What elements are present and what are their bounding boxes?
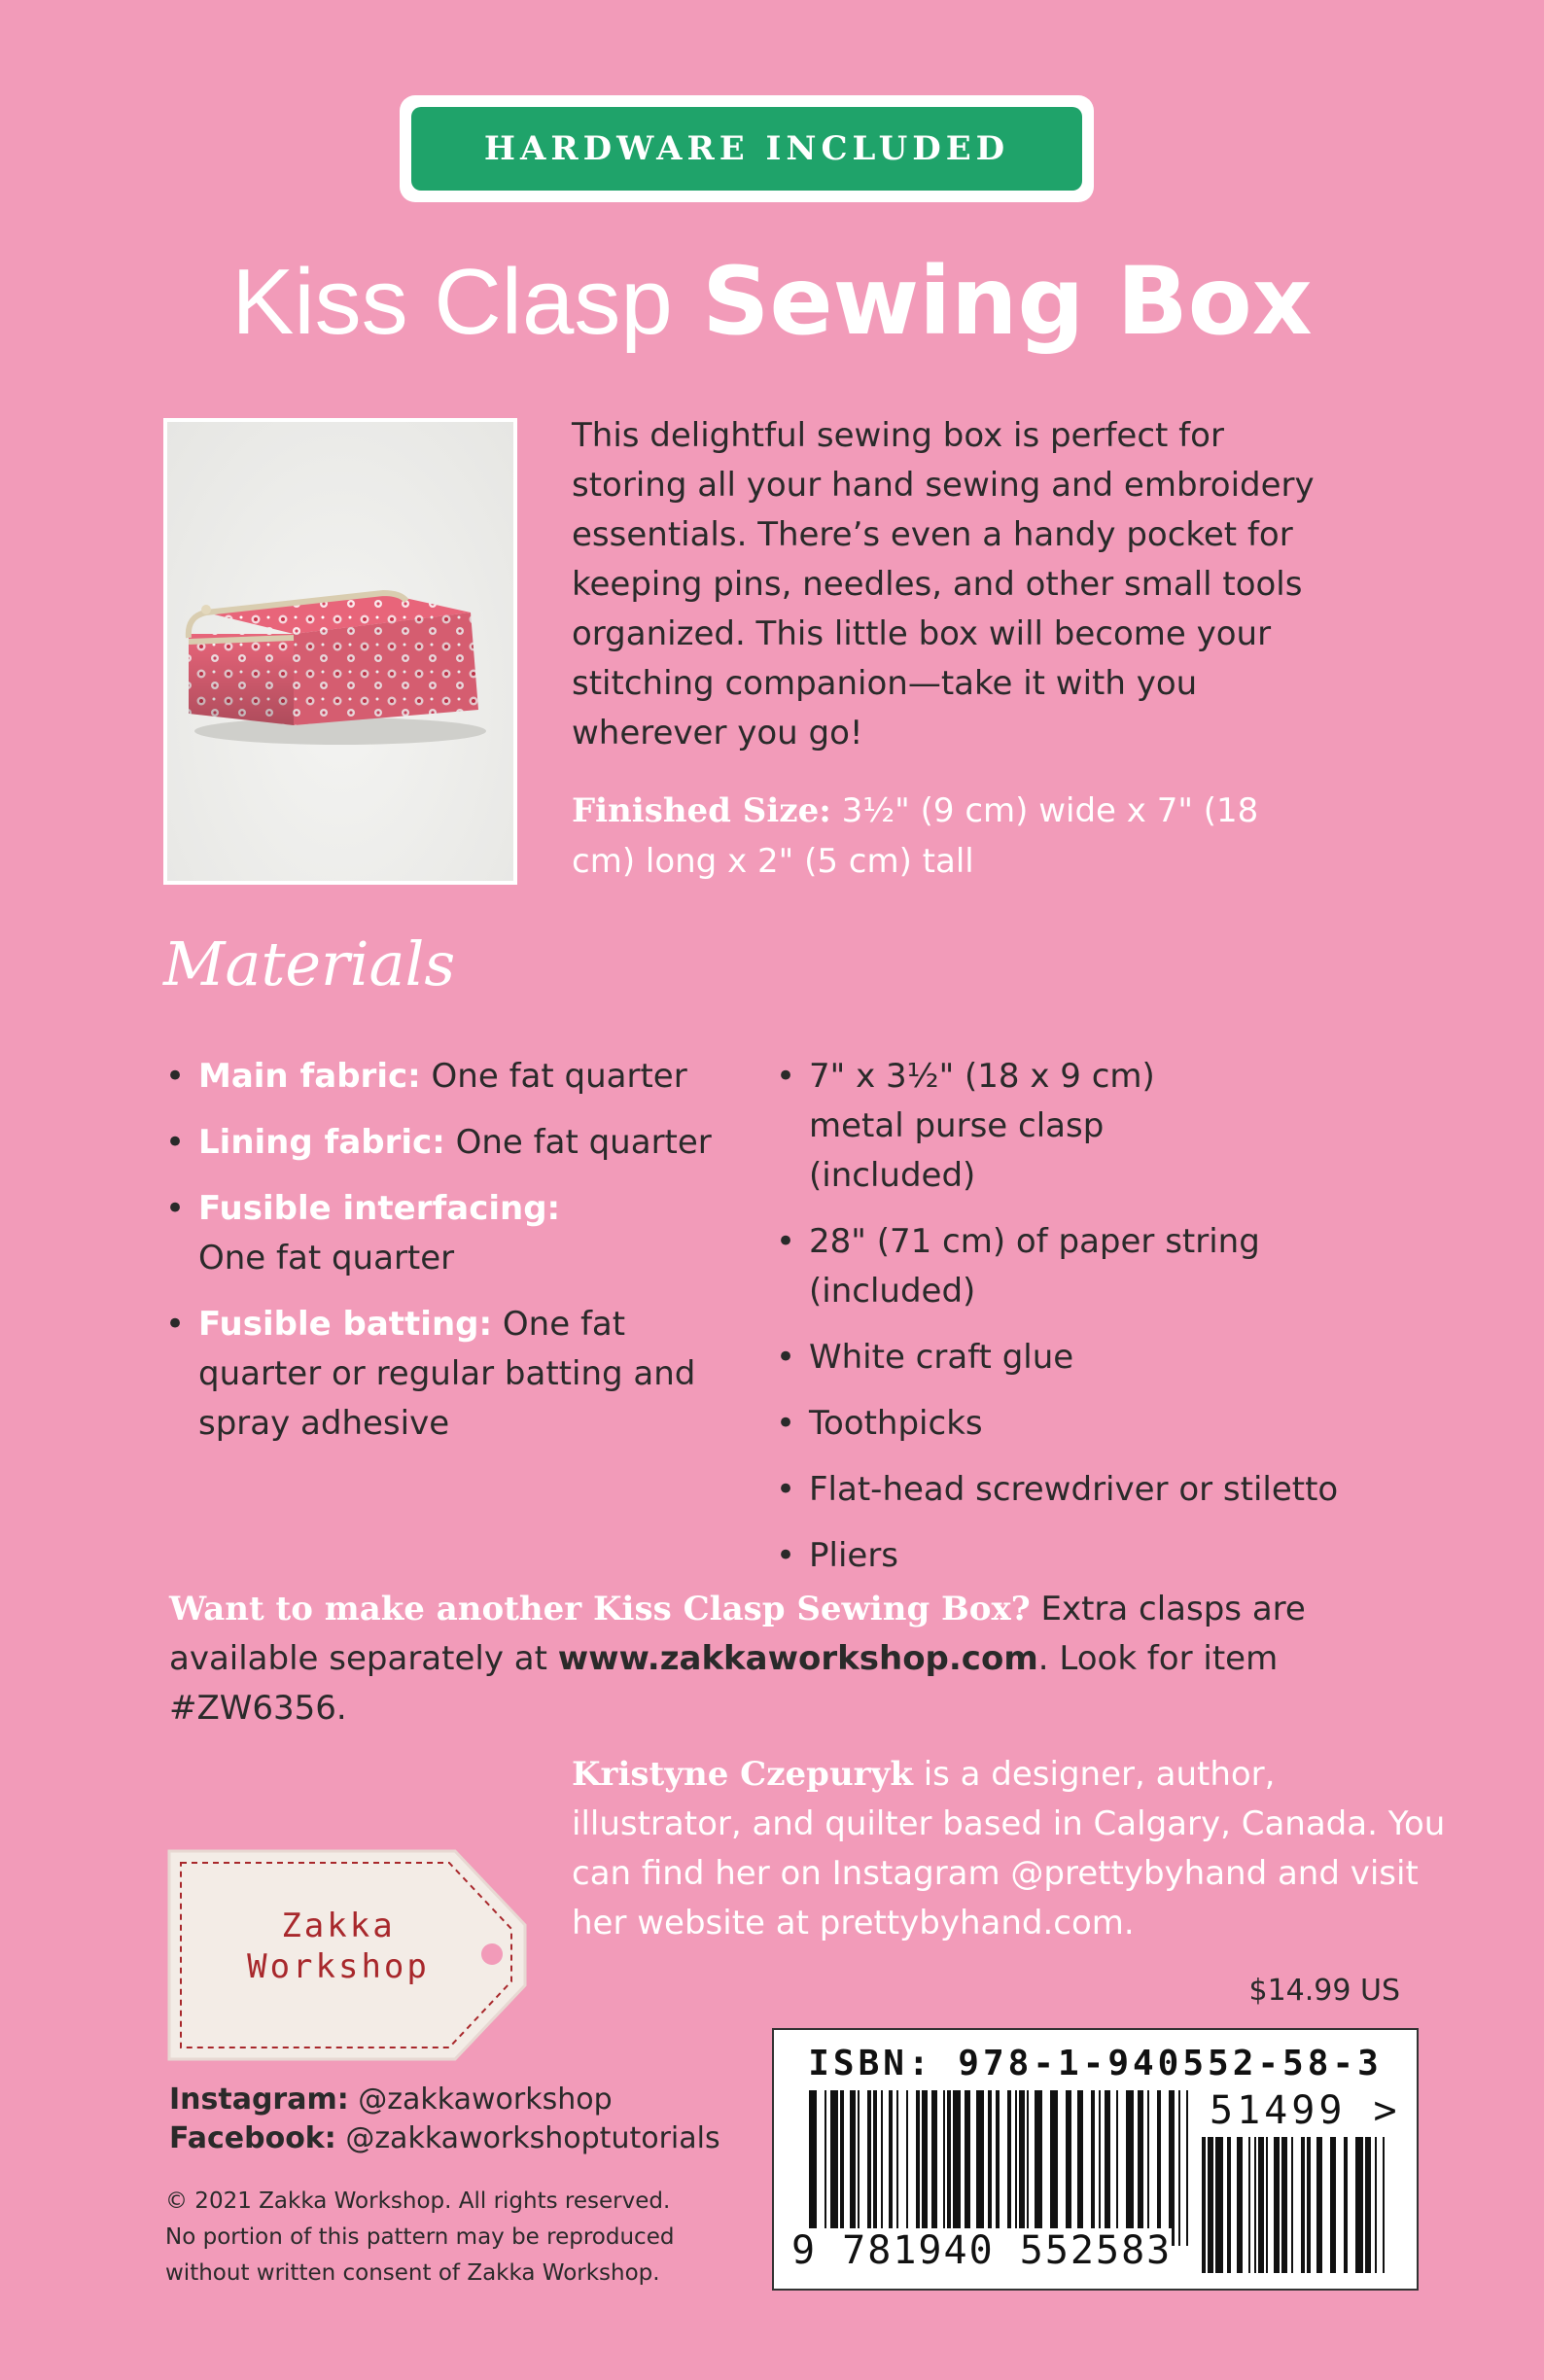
website-link[interactable]: www.zakkaworkshop.com [557, 1639, 1038, 1678]
finished-size [572, 786, 1311, 887]
social-links: Instagram: @zakkaworkshop Facebook: @zakkaworkshoptutorials [169, 2082, 720, 2155]
list-item: • Lining fabric: One fat quarter [163, 1118, 727, 1168]
list-item: • Flat-head screwdriver or stiletto [774, 1465, 1435, 1515]
materials-list-right [774, 1052, 1435, 1597]
author-name: Kristyne Czepuryk [572, 1755, 913, 1794]
list-item: • 28" (71 cm) of paper string (included) [774, 1217, 1266, 1316]
isbn-barcode [772, 2028, 1419, 2291]
list-item: • Fusible batting: One fat quarter or regular batting and spray adhesive [163, 1300, 727, 1449]
barcode-addon-digits: 51499 > [1210, 2088, 1401, 2133]
materials-heading: Materials [163, 928, 456, 999]
list-item: • Toothpicks [774, 1399, 1435, 1449]
materials-list-left [163, 1052, 727, 1465]
isbn-number: ISBN: 978-1-940552-58-3 [808, 2044, 1383, 2083]
list-item: • Fusible interfacing: One fat quarter [163, 1184, 727, 1283]
extra-clasps-note: Want to make another Kiss Clasp Sewing Box? Extra clasps are available separately at www.zakkaworkshop.com. Look for item #ZW6356. [169, 1590, 1306, 1728]
list-item: • White craft glue [774, 1333, 1435, 1382]
title-light: Kiss Clasp [231, 250, 673, 354]
page-title [0, 243, 1544, 361]
tag-line1: Zakka [281, 1907, 396, 1945]
author-bio: Kristyne Czepuryk is a designer, author, illustrator, and quilter based in Calgary, Canada. You can find her on Instagram @prettybyhand and visit her website at prettybyhand.com. [572, 1755, 1446, 1942]
instagram-handle[interactable]: @zakkaworkshop [358, 2082, 613, 2117]
barcode-addon-bars [1202, 2137, 1386, 2273]
extra-question: Want to make another Kiss Clasp Sewing Box? [169, 1590, 1031, 1628]
hardware-included-badge [400, 95, 1094, 202]
finished-size-value: 3½" (9 cm) wide x 7" (18 cm) long x 2" (5 cm) tall [572, 791, 1259, 881]
product-photo [163, 418, 517, 885]
facebook-handle[interactable]: @zakkaworkshoptutorials [345, 2121, 720, 2155]
sewing-box-illustration [167, 422, 513, 881]
list-item: • Pliers [774, 1531, 1435, 1581]
price: $14.99 US [1248, 1974, 1400, 2008]
barcode-digits: 9 781940 552583 [791, 2228, 1173, 2273]
zakka-workshop-tag-logo [163, 1847, 533, 2063]
badge-label: HARDWARE INCLUDED [411, 107, 1082, 191]
tag-line2: Workshop [247, 1947, 430, 1986]
list-item: • Main fabric: One fat quarter [163, 1052, 727, 1102]
barcode-bars [809, 2090, 1188, 2246]
product-description: This delightful sewing box is perfect for storing all your hand sewing and embroidery essentials. There’s even a handy pocket for keeping pins, needles, and other small tools organized. This little box will become your stitching companion—take it with you wherever you go! [572, 416, 1315, 752]
copyright-notice: © 2021 Zakka Workshop. All rights reserved. No portion of this pattern may be reproduced without written consent of Zakka Workshop. [165, 2188, 675, 2286]
list-item: • 7" x 3½" (18 x 9 cm) metal purse clasp (included) [774, 1052, 1237, 1201]
title-bold: Sewing Box [702, 247, 1313, 356]
finished-size-label: Finished Size: [572, 791, 831, 830]
